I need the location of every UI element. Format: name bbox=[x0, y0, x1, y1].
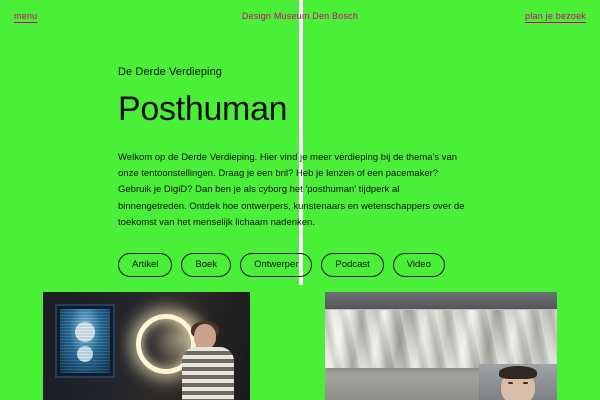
filter-chip-artikel[interactable]: Artikel bbox=[118, 253, 172, 276]
portrait-eye-left bbox=[508, 382, 513, 384]
screen-scanlines bbox=[60, 309, 110, 373]
main-content bbox=[118, 66, 483, 277]
photo-top-strip bbox=[325, 292, 557, 309]
site-title: Design Museum Den Bosch bbox=[241, 11, 359, 21]
menu-button[interactable]: menu bbox=[14, 11, 38, 21]
card-foil-object[interactable] bbox=[325, 292, 557, 400]
intro-paragraph: Welkom op de Derde Verdieping. Hier vind je meer verdieping bij de thema's van onze tentoonstellingen. Draag je een bril? Heb je lenzen of een pacemaker? Gebruik je DigiD? Dan ben je als cyborg het 'posthuman' tijdperk al binnengetreden. Ontdek hoe ontwerpers, kunstenaars en wetenschappers over de toekomst van het menselijk lichaam nadenken. bbox=[118, 151, 465, 228]
page-title: Posthuman bbox=[118, 90, 288, 128]
filter-chip-boek[interactable]: Boek bbox=[181, 253, 231, 276]
card-gallery-visitor[interactable] bbox=[43, 292, 250, 400]
filter-chip-ontwerper[interactable]: Ontwerper bbox=[240, 253, 312, 276]
filter-chip-video[interactable]: Video bbox=[393, 253, 445, 276]
inset-portrait bbox=[479, 364, 557, 400]
foil-wrapped-object-photo bbox=[325, 292, 557, 400]
visitor-body bbox=[182, 347, 234, 400]
card-gallery bbox=[0, 292, 600, 400]
plan-visit-link[interactable]: plan je bezoek bbox=[525, 11, 586, 21]
filter-chip-group bbox=[118, 253, 483, 276]
visitor-figure bbox=[182, 324, 234, 400]
portrait-eye-right bbox=[523, 382, 528, 384]
portrait-hair bbox=[499, 366, 537, 379]
top-navigation-bar bbox=[0, 0, 600, 32]
visitor-head bbox=[194, 324, 216, 349]
gallery-visitor-photo bbox=[43, 292, 250, 400]
section-eyebrow: De Derde Verdieping bbox=[118, 66, 223, 78]
exhibit-screen bbox=[55, 304, 115, 378]
foil-wrapped-band bbox=[325, 310, 557, 368]
filter-chip-podcast[interactable]: Podcast bbox=[321, 253, 383, 276]
foil-sheen bbox=[325, 310, 557, 368]
